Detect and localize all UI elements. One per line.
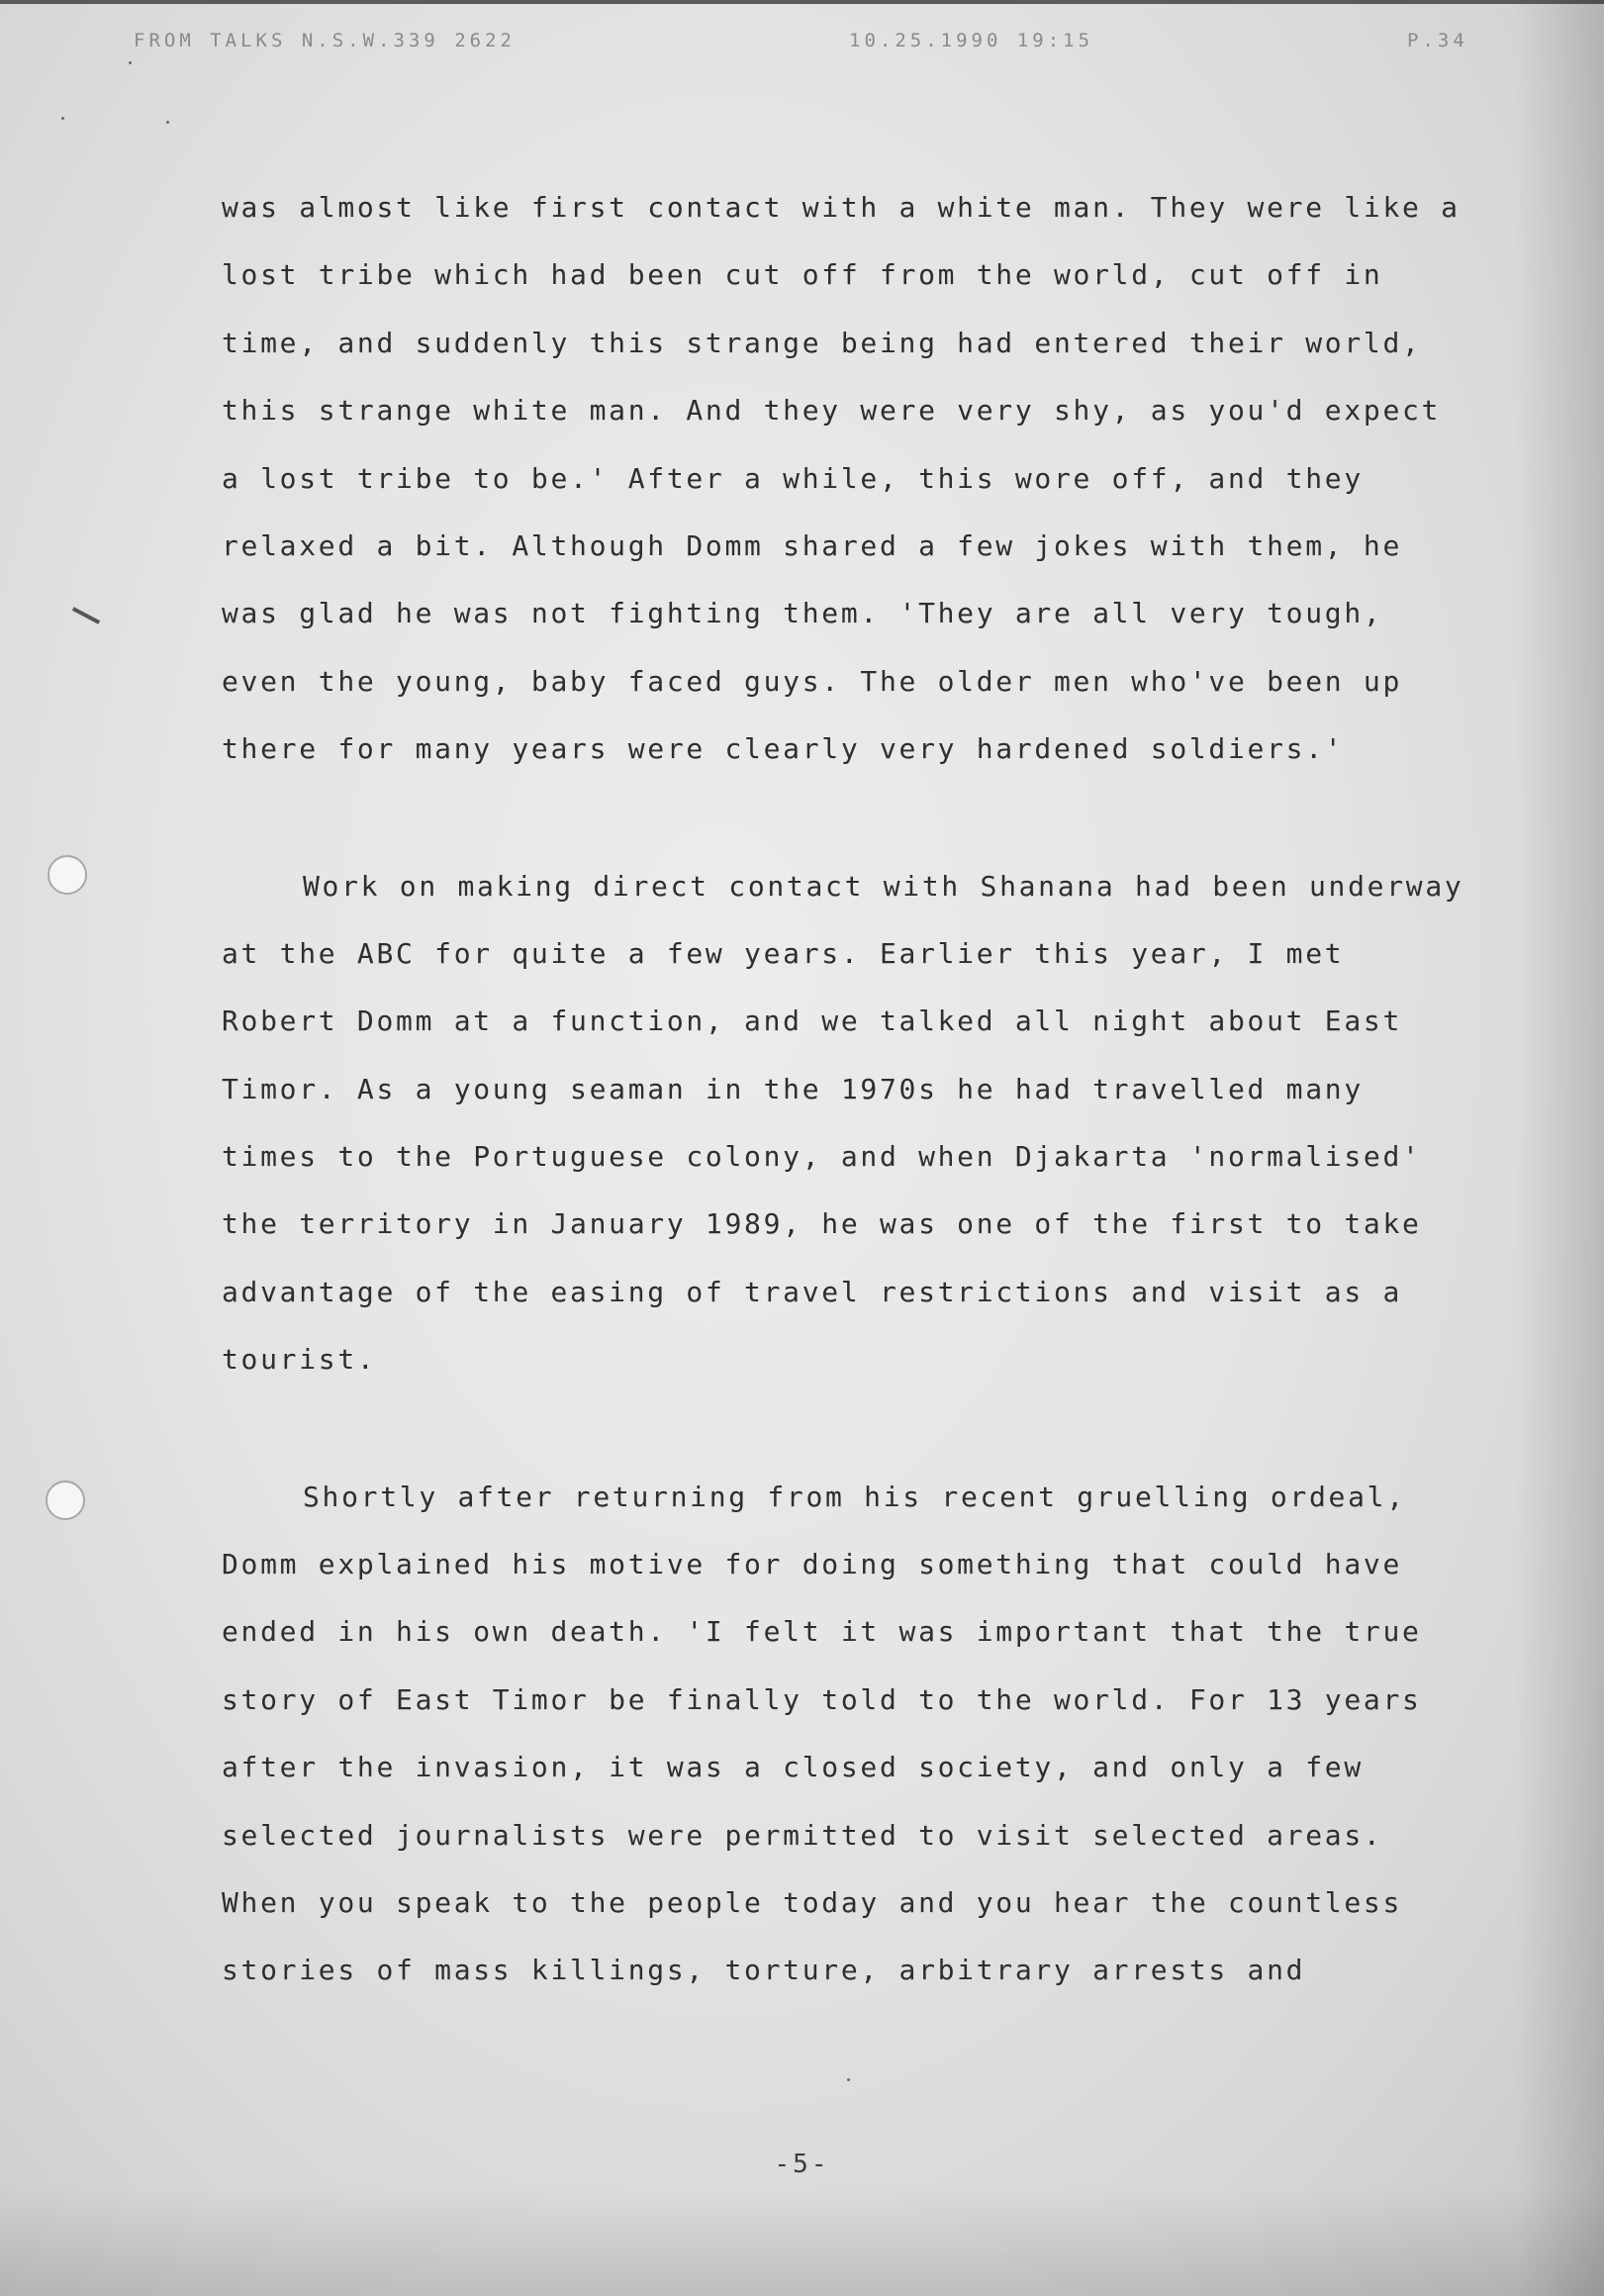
text-line: story of East Timor be finally told to the world. For 13 years (222, 1682, 1422, 1716)
text-line: Domm explained his motive for doing something that could have (222, 1548, 1403, 1581)
fax-header-page: P.34 (1407, 30, 1468, 51)
scan-speck (61, 117, 64, 120)
scan-mark (72, 607, 100, 624)
scan-shadow-right (1515, 0, 1604, 2296)
text-line: this strange white man. And they were very shy, as you'd expect (222, 394, 1442, 428)
scan-speck (166, 121, 169, 124)
paragraph-1 (222, 174, 1538, 784)
text-line: lost tribe which had been cut off from the world, cut off in (222, 258, 1383, 292)
punch-hole (47, 855, 87, 895)
text-line: even the young, baby faced guys. The older men who've been up (222, 664, 1403, 698)
text-line: Work on making direct contact with Shanana had been underway (303, 869, 1464, 903)
text-line: a lost tribe to be.' After a while, this wore off, and they (222, 461, 1364, 495)
fax-header-datetime: 10.25.1990 19:15 (849, 30, 1094, 51)
text-line: time, and suddenly this strange being had entered their world, (222, 326, 1422, 359)
text-line: Robert Domm at a function, and we talked all night about East (222, 1004, 1403, 1038)
body-text (222, 174, 1538, 2074)
text-line: at the ABC for quite a few years. Earlier this year, I met (222, 936, 1345, 970)
scan-speck (847, 2078, 850, 2081)
page-number: -5- (774, 2150, 830, 2179)
text-line: relaxed a bit. Although Domm shared a few jokes with them, he (222, 528, 1403, 562)
paragraph-3 (222, 1464, 1538, 2005)
text-line: When you speak to the people today and you hear the countless (222, 1885, 1403, 1919)
fax-top-rule (0, 0, 1604, 4)
text-line: selected journalists were permitted to visit selected areas. (222, 1818, 1383, 1852)
text-line: stories of mass killings, torture, arbitrary arrests and (222, 1954, 1306, 1987)
text-line: there for many years were clearly very hardened soldiers.' (222, 732, 1345, 766)
fax-header-from: FROM TALKS N.S.W.339 2622 (134, 30, 516, 51)
text-line: tourist. (222, 1343, 377, 1377)
text-line: ended in his own death. 'I felt it was important that the true (222, 1615, 1422, 1649)
text-line: Shortly after returning from his recent gruelling ordeal, (303, 1480, 1406, 1513)
text-line: times to the Portuguese colony, and when Djakarta 'normalised' (222, 1140, 1422, 1174)
text-line: the territory in January 1989, he was one of the first to take (222, 1207, 1422, 1241)
paragraph-2 (222, 853, 1538, 1394)
text-line: after the invasion, it was a closed society, and only a few (222, 1751, 1364, 1784)
scan-speck (129, 61, 132, 64)
text-line: Timor. As a young seaman in the 1970s he had travelled many (222, 1072, 1364, 1105)
scan-shadow-bottom (0, 2187, 1604, 2296)
text-line: advantage of the easing of travel restrictions and visit as a (222, 1275, 1403, 1308)
text-line: was almost like first contact with a white man. They were like a (222, 191, 1461, 224)
text-line: was glad he was not fighting them. 'They are all very tough, (222, 597, 1383, 630)
punch-hole (46, 1481, 85, 1520)
